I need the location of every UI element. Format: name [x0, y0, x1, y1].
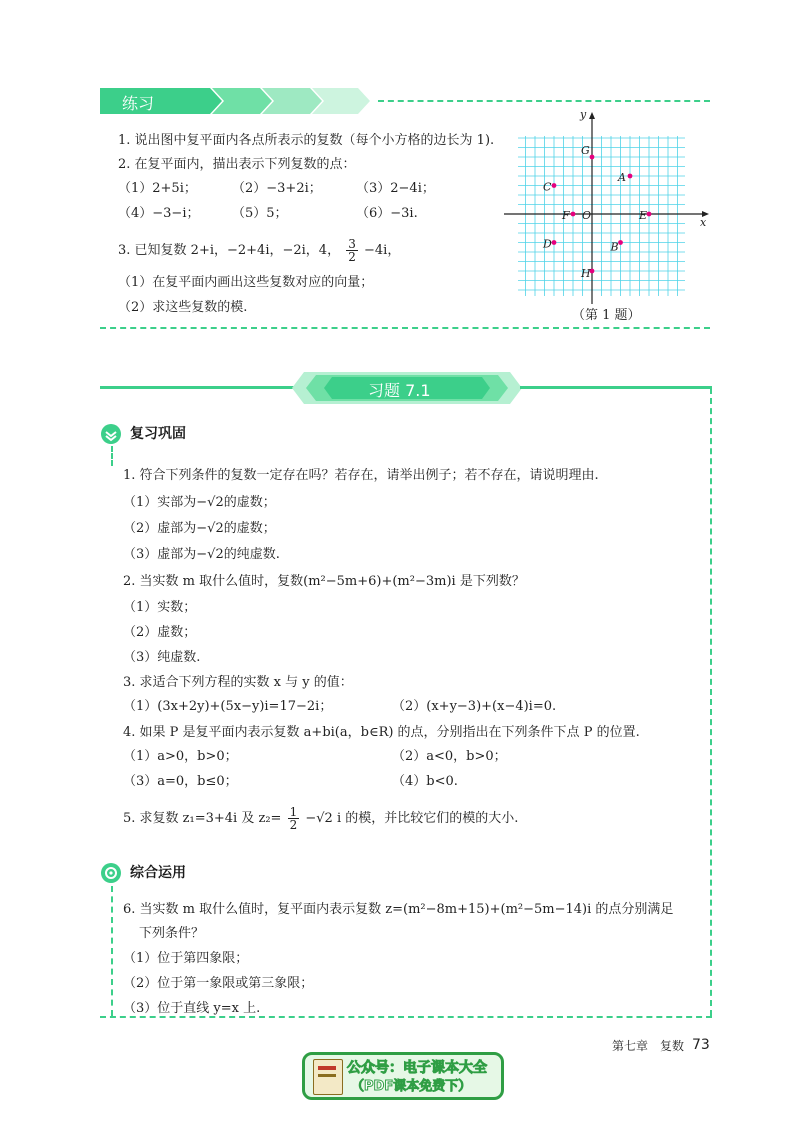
point-label: F	[562, 209, 570, 222]
exercise-q5	[123, 806, 518, 831]
book-icon-stripe	[318, 1074, 336, 1077]
point-marker	[647, 212, 652, 217]
exercise-q2: 2. 当实数 m 取什么值时，复数(m²−5m+6)+(m²−3m)i 是下列数？	[123, 574, 525, 589]
fraction-den: 2	[348, 250, 356, 264]
point-marker	[628, 174, 633, 179]
exercise-q1: 1. 符合下列条件的复数一定存在吗？若存在，请举出例子；若不存在，请说明理由.	[123, 468, 599, 483]
exercise-q1-item: （3）虚部为−√2的纯虚数.	[123, 547, 280, 562]
section-review-title: 复习巩固	[130, 426, 186, 442]
exercise-q5-head: 5. 求复数 z₁=3+4i 及 z₂=	[123, 811, 282, 826]
review-icon	[100, 423, 122, 445]
point-label: G	[581, 144, 590, 157]
section-review-dash	[111, 446, 113, 466]
exercise-q3-item: （2）(x+y−3)+(x−4)i=0.	[392, 699, 557, 714]
point-marker	[571, 212, 576, 217]
practice-q2: 2. 在复平面内，描出表示下列复数的点：	[118, 157, 356, 172]
practice-q3-item: （2）求这些复数的模.	[118, 300, 248, 315]
point-marker	[590, 155, 595, 160]
exercise-bottom-dash	[100, 1016, 712, 1018]
exercise-q6-item: （1）位于第四象限；	[123, 951, 249, 966]
y-axis-arrow	[589, 112, 595, 119]
exercise-q2-item: （2）虚数；	[123, 625, 197, 640]
exercise-banner-line-left	[100, 386, 296, 389]
section-comprehensive-title: 综合运用	[130, 865, 186, 881]
practice-q3-fraction	[346, 238, 358, 263]
practice-q3-tail: −4i，	[364, 243, 401, 258]
figure-caption: （第 1 题）	[572, 308, 641, 323]
practice-bottom-dash	[100, 327, 710, 329]
complex-plane-figure	[500, 108, 720, 308]
exercise-q6-item: （3）位于直线 y=x 上.	[123, 1001, 261, 1016]
exercise-q4-item: （2）a<0，b>0；	[392, 749, 507, 764]
point-marker	[552, 240, 557, 245]
practice-header-dash	[378, 100, 710, 102]
point-label: B	[610, 240, 619, 254]
watermark-line2: （PDF课本免费下）	[351, 1079, 472, 1094]
exercise-q5-tail: −√2 i 的模，并比较它们的模的大小.	[305, 811, 519, 826]
point-marker	[618, 240, 623, 245]
practice-q1: 1. 说出图中复平面内各点所表示的复数（每个小方格的边长为 1).	[118, 133, 495, 148]
fraction-den: 2	[289, 818, 298, 832]
exercise-q3-item: （1）(3x+2y)+(5x−y)i=17−2i；	[123, 699, 333, 714]
footer-page-number: 73	[692, 1037, 710, 1053]
fraction-num: 3	[348, 237, 356, 251]
exercise-q6-item: （2）位于第一象限或第三象限；	[123, 976, 314, 991]
exercise-q6-line2: 下列条件？	[139, 926, 205, 941]
comprehensive-icon	[100, 862, 122, 884]
practice-q3	[118, 238, 400, 263]
fraction-num: 1	[289, 805, 298, 819]
practice-q2-item: （3）2−4i；	[356, 181, 435, 196]
point-marker	[552, 183, 557, 188]
watermark-badge	[302, 1052, 504, 1100]
practice-q2-item: （6）−3i.	[356, 206, 418, 221]
point-label: A	[618, 171, 626, 184]
point-label: E	[639, 209, 648, 222]
exercise-q1-item: （1）实部为−√2的虚数；	[123, 495, 276, 510]
point-label: O	[582, 209, 592, 222]
practice-q2-item: （5）5；	[232, 206, 288, 221]
book-icon-stripe	[318, 1066, 336, 1070]
exercise-q3: 3. 求适合下列方程的实数 x 与 y 的值：	[123, 675, 353, 690]
exercise-banner-line-right	[520, 386, 712, 389]
exercise-q1-item: （2）虚部为−√2的虚数；	[123, 521, 276, 536]
footer-chapter: 第七章 复数	[612, 1039, 685, 1053]
exercise-q4-item: （4）b<0.	[392, 774, 458, 789]
y-axis-label: y	[580, 108, 587, 121]
practice-title: 练习	[122, 94, 155, 113]
practice-q3-item: （1）在复平面内画出这些复数对应的向量；	[118, 275, 374, 290]
exercise-q6-line1: 6. 当实数 m 取什么值时，复平面内表示复数 z=(m²−8m+15)+(m²−5m−14)i 的点分别满足	[123, 902, 674, 917]
practice-q2-item: （1）2+5i；	[118, 181, 197, 196]
exercise-right-border	[710, 388, 712, 1016]
point-label: C	[543, 180, 552, 194]
point-label: H	[581, 267, 591, 280]
exercise-q4-item: （3）a=0，b≤0；	[123, 774, 238, 789]
watermark-line1: 公众号：电子课本大全	[347, 1060, 487, 1076]
point-label: D	[543, 237, 552, 251]
section-comprehensive-dash	[111, 886, 113, 1016]
practice-q2-item: （4）−3−i；	[118, 206, 200, 221]
practice-q3-text: 3. 已知复数 2+i，−2+4i，−2i，4，	[118, 243, 341, 258]
exercise-banner	[100, 372, 712, 404]
exercise-q2-item: （3）纯虚数.	[123, 650, 201, 665]
practice-q2-item: （2）−3+2i；	[232, 181, 322, 196]
exercise-q4-item: （1）a>0，b>0；	[123, 749, 238, 764]
book-icon	[313, 1059, 343, 1095]
exercise-title: 习题 7.1	[368, 381, 431, 400]
exercise-q2-item: （1）实数；	[123, 600, 197, 615]
x-axis-label: x	[700, 216, 707, 229]
exercise-q4: 4. 如果 P 是复平面内表示复数 a+bi(a，b∈R) 的点，分别指出在下列条件下点 P 的位置.	[123, 725, 640, 740]
exercise-q5-fraction	[288, 806, 300, 831]
